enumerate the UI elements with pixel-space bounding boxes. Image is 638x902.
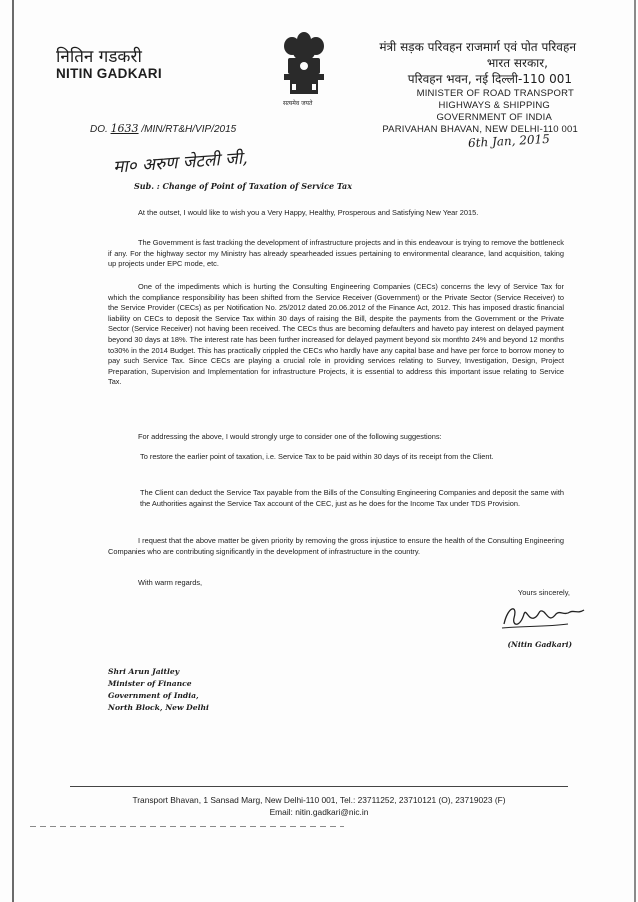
paragraph-greeting: At the outset, I would like to wish you a Very Happy, Healthy, Prosperous and Satisfying New Year 2015. — [138, 208, 479, 217]
letter-date: 6th Jan, 2015 — [467, 131, 551, 151]
recipient-government: Government of India, — [108, 691, 199, 700]
reference-number — [90, 122, 236, 135]
subject-line: Sub. : Change of Point of Taxation of Service Tax — [134, 181, 352, 191]
recipient-address — [108, 666, 209, 714]
footer-address: Transport Bhavan, 1 Sansad Marg, New Delhi-110 001, Tel.: 23711252, 23710121 (O), 23719023 (F) — [132, 795, 506, 805]
ministry-english-line3: GOVERNMENT OF INDIA — [436, 112, 552, 123]
ministry-english-line2: HIGHWAYS & SHIPPING — [438, 100, 550, 111]
salutation: मा० अरुण जेटली जी, — [112, 148, 249, 178]
ministry-english-line4: PARIVAHAN BHAVAN, NEW DELHI-110 001 — [382, 124, 578, 135]
signature-icon — [498, 600, 588, 634]
recipient-title: Minister of Finance — [108, 679, 192, 688]
scan-edge-left — [12, 0, 14, 902]
signer-name: (Nitin Gadkari) — [507, 640, 572, 649]
scan-edge-right — [634, 0, 636, 902]
footer-email: Email: nitin.gadkari@nic.in — [269, 807, 369, 817]
reference-suffix: /MIN/RT&H/VIP/2015 — [138, 124, 237, 135]
closing-yours-sincerely: Yours sincerely, — [517, 588, 570, 597]
ministry-hindi-line1: मंत्री सड़क परिवहन राजमार्ग एवं पोत परिवहन — [379, 40, 576, 54]
paragraph-infrastructure: The Government is fast tracking the development of infrastructure projects and in this endeavour is trying to remove the bottleneck if any. For the highway sector my Ministry has already spearheaded issues pertaining to environmental clearance, land acquisition, taking up projects under EPC mode, etc. — [108, 238, 565, 269]
paragraph-request: I request that the above matter be given priority by removing the gross injustice to ensure the health of the Consulting Engineering Companies who are contributing significantly in the development of infrastructure in the country. — [108, 536, 564, 556]
national-emblem-icon — [278, 26, 330, 110]
suggestion-one: To restore the earlier point of taxation, i.e. Service Tax to be paid within 30 days of its receipt from the Client. — [140, 452, 494, 461]
suggestion-two: The Client can deduct the Service Tax payable from the Bills of the Consulting Engineering Companies and deposit the same with the Authorities against the Service Tax account of the CEC, just as he does for the Income Tax under TDS Provision. — [140, 488, 564, 508]
recipient-location: North Block, New Delhi — [108, 703, 209, 712]
ministry-english-line1: MINISTER OF ROAD TRANSPORT — [416, 88, 574, 99]
reference-prefix: DO. — [90, 124, 111, 135]
footer-divider — [70, 786, 568, 787]
sender-name-hindi: नितिन गडकरी — [56, 47, 142, 67]
scan-artifact-line — [30, 826, 344, 827]
reference-handwritten-number: 1633 — [110, 122, 139, 135]
sender-name-english: NITIN GADKARI — [56, 66, 162, 81]
ministry-hindi-line3: परिवहन भवन, नई दिल्ली-110 001 — [407, 72, 572, 86]
emblem-motto: सत्यमेव जयते — [283, 100, 313, 107]
paragraph-regards: With warm regards, — [138, 578, 203, 587]
ministry-hindi-line2: भारत सरकार, — [486, 56, 548, 70]
recipient-name: Shri Arun Jaitley — [108, 667, 180, 676]
paragraph-suggestions-intro: For addressing the above, I would strongly urge to consider one of the following suggestions: — [138, 432, 442, 441]
paragraph-service-tax-issue: One of the impediments which is hurting the Consulting Engineering Companies (CECs) concerns the levy of Service Tax for which the compliance responsibility has been shifted from the Service Receiver (Government) or the Private Sector (Service Receiver) to the Service Provider (CECs) as per Notification No. 25/2012 dated 20.06.2012 of the Finance Act, 2012. This has imposed drastic financial liability on CECs to deposit the Service Tax within 30 days of raising the Bill, despite the payments from the Government or the Private Sector (Service Receiver) not having been received. The CECs thus are becoming defaulters and haveto pay interest on delayed payment beyond 30 days at 18%. The interest rate has been further increased for delayed payment beyond six monthto 24% and beyond 12 months to30% in the 2014 Budget. This has practically crippled the CECs who hardly have any capital base and have per force to borrow money to pay such Service Tax. Since CECs are playing a crucial role in providing services relating to Survey, Investigation, Design, Project Preparation, Supervision and Implementation for infrastructure Projects, it is essential to address this important issue relating to Service Tax. — [108, 282, 564, 387]
